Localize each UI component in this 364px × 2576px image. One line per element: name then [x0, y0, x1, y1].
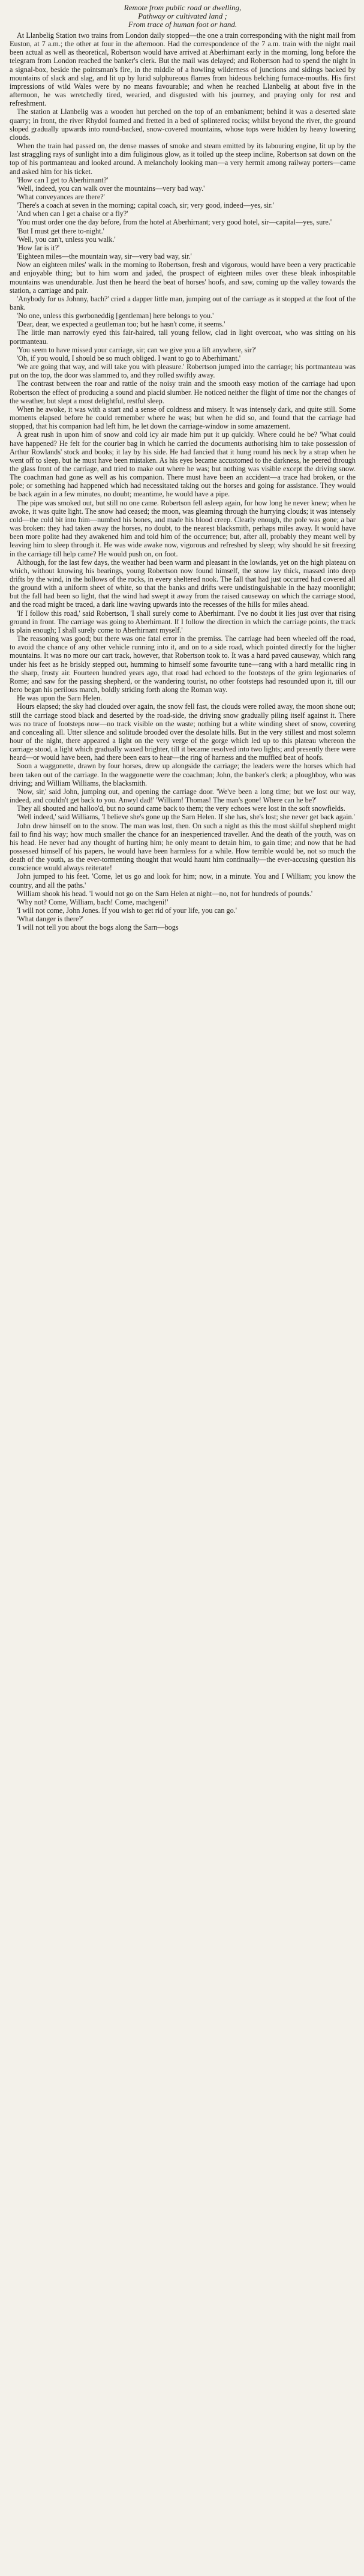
epigraph-line: Remote from public road or dwelling, [124, 3, 242, 12]
paragraph: 'How far is it?' [17, 243, 60, 252]
paragraph: 'No one, unless this gwrboneddig [gentleman] here belongs to you.' [17, 311, 214, 320]
paragraph: 'You seem to have missed your carriage, sir; can we give you a lift anywhere, sir?' [17, 345, 257, 354]
paragraph: 'Dear, dear, we expected a geutleman too; but he hasn't come, it seems.' [17, 320, 225, 329]
paragraph: The little man narrowly eyed this fair-haired, tall young fellow, clad in light overcoat, who was sitting on his portmanteau. [10, 328, 356, 346]
paragraph: 'Why not? Come, William, bach! Come, machgeni!' [17, 897, 169, 906]
paragraph: John jumped to his feet. 'Come, let us go and look for him; now, in a minute. You and I William; you know the country, and all the paths.' [10, 872, 356, 889]
paragraph: The station at Llanbelig was a wooden hut perched on the top of an embankment; behind it was a deserted slate quarry; in front, the river Rhydol foamed and fretted in a bed of splintered rocks; whilst beyond the river, the ground sloped gradually upwards into round-backed, snow-covered mountains, whose tops were hidden by heavy lowering clouds. [10, 107, 356, 142]
paragraph: When he awoke, it was with a start and a sense of coldness and misery. It was intensely dark, and quite still. Some moments elapsed before he could remember where he was; but when he did so, and found that the carriage had stopped, that his companion had left him, he let down the carriage-window in some amazement. [10, 405, 356, 431]
paragraph: William shook his head. 'I would not go on the Sarn Helen at night—no, not for hundreds of pounds.' [17, 889, 313, 898]
paragraph: 'Well, indeed, you can walk over the mountains—very bad way.' [17, 184, 205, 193]
paragraph: 'I will not tell you about the bogs along the Sarn—bogs [17, 923, 179, 932]
paragraph: 'I will not come, John Jones. If you wish to get rid of your life, you can go.' [17, 906, 237, 915]
paragraph: A great rush in upon him of snow and cold icy air made him put it up quickly. Where could he be? 'What could have happened? He felt for the courier bag in which he carried the documents authorising him to take possession of Arthur Rowlands' stock and books; it lay by his side. He had fancied that it hung round his neck by a strap when he went off to sleep, but he must have been mistaken. As his eyes became accustomed to the darkness, he peered through the glass front of the carriage, and tried to make out where he was; but nothing was visible except the driving snow. The coachman had gone as well as his companion. There must have been an accident—a trace had broken, or the pole; or something had happened which had necessitated taking out the horses and going for assistance. They would be back again in a few minutes, no doubt; meantime, he would have a pipe. [10, 430, 356, 499]
paragraph: He was upon the Sarn Helen. [17, 694, 103, 703]
paragraph: 'Oh, if you would, I should be so much obliged. I want to go to Aberhirnant.' [17, 354, 241, 363]
paragraph: 'Well indeed,' said Williams, 'I believe she's gone up the Sarn Helen. If she has, she's lost; she never get back again.' [17, 813, 355, 822]
paragraph: Although, for the last few days, the weather had been warm and pleasant in the lowlands, yet on the high plateau on which, without knowing his bearings, young Robertson now found himself, the snow lay thick, massed into deep drifts by the wind, in the hollows of the rocks, in every sheltered nook. The fall that had just occurred had covered all the ground with a uniform sheet of white, so that the banks and drifts were undistinguishable in the hazy moonlight; but the fall had been so light, that the wind had swept it away from the raised causeway on which the carriage stood, and the road might be traced, a dark line waving upwards into the recesses of the hills for miles ahead. [10, 558, 356, 609]
paragraph: 'If I follow this road,' said Robertson, 'I shall surely come to Aberhirnant. I've no doubt it lies just over that rising ground in front. The carriage was going to Aberhirnant. If I follow the direction in which the carriage points, the track is plain enough; I shall surely come to Aberhirnant myself.' [10, 609, 356, 634]
paragraph: Hours elapsed; the sky had clouded over again, the snow fell fast, the clouds were rolled away, the moon shone out; still the carriage stood black and deserted by the road-side, the driving snow gradually piling itself against it. There was no trace of footsteps now—no track visible on the waste; nothing but a white winding sheet of snow, covering and concealing all. Utter silence and solitude brooded over the desolate hills. But in the very stillest and most solemn hour of the night, there appeared a light on the very verge of the gorge which led up to this plateau whereon the carriage stood, a light which gradually waxed brighter, till it became resolved into two lights; and presently there were heard—or would have been, had there been ears to hear—the ring of harness and the muffled beat of hoofs. [10, 702, 356, 762]
paragraph: Soon a waggonette, drawn by four horses, drew up alongside the carriage; the leaders were the horses which had been taken out of the carriage. In the waggonette were the coachman; John, the banker's clerk; a ploughboy, who was driving; and William Williams, the blacksmith. [10, 762, 356, 787]
paragraph: 'You must order one the day before, from the hotel at Aberhirnant; very good hotel, sir—capital—yes, sure.' [17, 218, 332, 227]
paragraph: They all shouted and halloo'd, but no sound came back to them; the very echoes were lost in the soft snowfields. [17, 804, 345, 813]
paragraph: At Llanbelig Station two trains from London daily stopped—the one a train corresponding with the night mail from Euston, at 7 a.m.; the other at four in the afternoon. Had the correspondence of the 7 a.m. train with the night mail been actual as well as theoretical, Robertson would have arrived at Aberhirnant early in the morning, long before the telegram from London reached the banker's clerk. But the mail was delayed; and Robertson had to spend the night in a signal-box, beside the pointsman's fire, in the middle of a howling wilderness of junctions and sidings backed by mountains of slack and slag, and lit up by lurid sulphureous flames from hideous belching furnace-mouths. His first impressions of wild Wales were by no means favourable; and when he reached Llanbelig at about five in the afternoon, he was wretchedly tired, wearied, and disgusted with his journey, and praying only for rest and refreshment. [10, 31, 356, 108]
paragraph: 'What conveyances are there?' [17, 192, 105, 201]
paragraph: 'But I must get there to-night.' [17, 226, 104, 235]
paragraph: The reasoning was good; but there was one fatal error in the premiss. The carriage had been wheeled off the road, to avoid the chance of any other vehicle running into it, and on to a side road, which pointed directly for the higher mountains. It was no more our cart track, however, that Robertson took to. It was a hard paved causeway, which rang under his feet as he briskly stepped out, humming to himself some favourite tune—rang with a hard metallic ring in the sharp, frosty air. Fourteen hundred years ago, that road had echoed to the footsteps of the grim legionaries of Rome; and saw for the passing shepherd, or the wandering tourist, no other footsteps had resounded upon it, till our hero began his perilous march, boldly striding forth along the Roman way. [10, 634, 356, 694]
epigraph [10, 4, 356, 29]
paragraph: Now an eighteen miles' walk in the morning to Robertson, fresh and vigorous, would have been a very practicable and enjoyable thing; but to him worn and jaded, the prospect of eighteen miles over these bleak inhospitable mountains was unendurable. Just then he heard the beat of horses' hoofs, and saw, coming up the valley towards the station, a carriage and pair. [10, 260, 356, 295]
epigraph-line: From trace of human foot or hand. [128, 20, 237, 29]
article-body [10, 31, 356, 932]
paragraph: The pipe was smoked out, but still no one came. Robertson fell asleep again, for how long he never knew; when he awoke, it was quite light. The snow had ceased; the moon, was gleaming through the hurrying clouds; it was intensely cold—the cold bit into him—numbed his bones, and made his blood creep. Clearly enough, the pole was gone; a bar was broken: they had taken away the horses, no doubt, to the nearest blacksmith, perhaps miles away. It would have been more polite had they awakened him and told him of the occurrence; but, after all, probably they meant well by leaving him to sleep through it. He was wide awake now, vigorous and refreshed by sleep; why should he sit freezing in the carriage till help came? He would push on, on foot. [10, 498, 356, 558]
epigraph-line: Pathway or cultivated land ; [138, 11, 227, 20]
paragraph: When the train had passed on, the dense masses of smoke and steam emitted by its labouring engine, lit up by the last straggling rays of sunlight into a dim fuliginous glow, as it toiled up the steep incline, Robertson sat down on the top of his portmanteau and looked around. A melancholy looking man—a very hermit among railway porters—came and asked him for his ticket. [10, 142, 356, 176]
document-page [0, 0, 364, 943]
paragraph: 'How can I get to Aberhirnant?' [17, 175, 109, 184]
paragraph: 'Now, sir,' said John, jumping out, and opening the carriage door. 'We've been a long time; but we lost our way, indeed, and couldn't get back to you. Anwyl dad!' 'William! Thomas! The man's gone! Where can he be?' [10, 787, 356, 805]
paragraph: John drew himself on to the snow. The man was lost, then. On such a night as this the most skilful shepherd might fail to find his way; how much smaller the chance for an inexperienced traveller. And the death of the youth, was on his head. He never had any thought of hurting him; he only meant to detain him, to gain time; and now that he had possessed himself of his papers, he would have been harmless for a while. How terrible would be, not so much the death of the youth, as the ever-tormenting thought that would haunt him continually—the ever-accusing question his conscience would always reiterate! [10, 821, 356, 873]
paragraph: The contrast between the roar and rattle of the noisy train and the smooth easy motion of the carriage had upon Robertson the effect of producing a sound and placid slumber. He noticed neither the flight of time nor the changes of the weather, but slept a most delightful, restful sleep. [10, 379, 356, 405]
paragraph: 'And when can I get a chaise or a fly?' [17, 209, 128, 218]
paragraph: 'What danger is there?' [17, 915, 83, 924]
paragraph: 'Eighteen miles—the mountain way, sir—very bad way, sir.' [17, 252, 192, 261]
paragraph: 'There's a coach at seven in the morning; capital coach, sir; very good, indeed—yes, sir.' [17, 201, 274, 210]
paragraph: 'Well, you can't, unless you walk.' [17, 235, 116, 244]
paragraph: 'Anybody for us Johnny, bach?' cried a dapper little man, jumping out of the carriage as it stopped at the foot of the bank. [10, 294, 356, 311]
paragraph: 'We are going that way, and will take you with pleasure.' Robertson jumped into the carriage; his portmanteau was put on the top, the door was slammed to, and they rolled swiftly away. [10, 363, 356, 380]
